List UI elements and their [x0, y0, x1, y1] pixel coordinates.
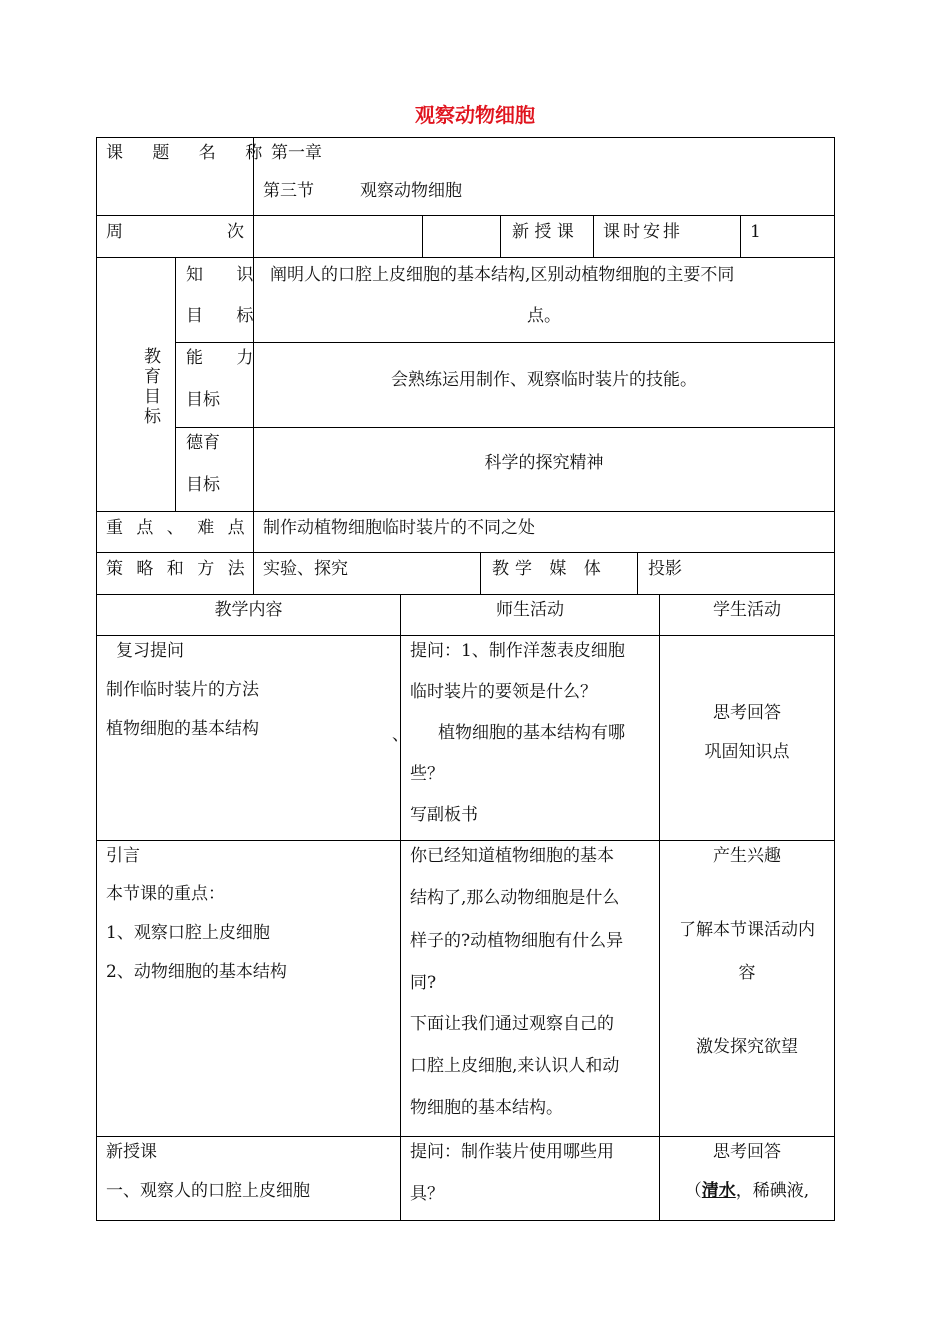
knowledge-label-1: 知 识	[186, 265, 268, 285]
lesson-type: 新 授 课	[512, 222, 574, 242]
row3-content-2: 一、观察人的口腔上皮细胞	[106, 1181, 310, 1201]
column-header-student: 学生活动	[713, 600, 781, 620]
row2-teacher-7: 物细胞的基本结构。	[410, 1098, 563, 1118]
row2-content-4: 2、动物细胞的基本结构	[106, 962, 287, 982]
row2-content-1: 引言	[106, 846, 140, 866]
course-chapter: 第一章	[271, 143, 322, 163]
row1-teacher-4: 些？	[410, 764, 444, 784]
ability-label-2: 目标	[186, 390, 220, 410]
row3-student-iodine: ，稀碘液,	[735, 1181, 810, 1201]
row2-teacher-4: 同?	[410, 973, 437, 993]
row2-student-1: 产生兴趣	[713, 846, 781, 866]
strategy-text: 实验、探究	[263, 559, 348, 579]
row1-student-2: 巩固知识点	[704, 742, 790, 762]
ability-text: 会熟练运用制作、观察临时装片的技能。	[391, 370, 697, 390]
row1-content-3: 植物细胞的基本结构	[106, 719, 259, 739]
row3-teacher-1: 提问：制作装片使用哪些用	[410, 1142, 614, 1162]
row2-content-2: 本节课的重点：	[106, 884, 225, 904]
objectives-group-label-2: 育	[144, 367, 161, 387]
row2-teacher-2: 结构了,那么动物细胞是什么	[410, 888, 620, 908]
row1-content-1: 复习提问	[116, 641, 184, 661]
ability-label-1: 能 力	[186, 348, 268, 368]
row3-teacher-2: 具？	[410, 1184, 444, 1204]
week-label-left: 周	[106, 222, 123, 242]
row2-teacher-3: 样子的?动植物细胞有什么异	[410, 931, 624, 951]
course-section: 第三节	[263, 181, 314, 201]
moral-label-2: 目标	[186, 475, 220, 495]
row1-mark: 、	[392, 725, 409, 745]
row3-content-1: 新授课	[106, 1142, 157, 1162]
row1-teacher-2: 临时装片的要领是什么？	[410, 682, 597, 702]
objectives-group-label-4: 标	[144, 407, 161, 427]
column-header-teacher: 师生活动	[496, 600, 564, 620]
row1-student-1: 思考回答	[713, 703, 781, 723]
row3-student-2	[660, 1181, 834, 1201]
media-label: 教学 媒 体	[492, 559, 607, 579]
key-points-text: 制作动植物细胞临时装片的不同之处	[263, 518, 535, 538]
knowledge-text-line1: 阐明人的口腔上皮细胞的基本结构,区别动植物细胞的主要不同	[270, 265, 735, 285]
row2-teacher-6: 口腔上皮细胞,来认识人和动	[410, 1056, 620, 1076]
row3-student-paren: （	[684, 1181, 702, 1201]
row2-student-4: 激发探究欲望	[696, 1037, 798, 1057]
media-value: 投影	[648, 559, 682, 579]
moral-label-1: 德育	[186, 433, 220, 453]
objectives-group-label-1: 教	[144, 347, 161, 367]
schedule-label: 课时安排	[603, 222, 683, 242]
week-label-right: 次	[227, 222, 244, 242]
row2-student-2: 了解本节课活动内	[679, 920, 815, 940]
row1-content-2: 制作临时装片的方法	[106, 680, 259, 700]
moral-text: 科学的探究精神	[484, 453, 604, 473]
row3-student-water: 清水	[701, 1181, 736, 1201]
column-header-content: 教学内容	[214, 600, 283, 620]
key-points-label: 重 点 、 难 点	[106, 518, 249, 538]
row2-content-3: 1、观察口腔上皮细胞	[106, 923, 270, 943]
knowledge-text-line2: 点。	[527, 306, 561, 326]
row2-teacher-1: 你已经知道植物细胞的基本	[410, 846, 614, 866]
row2-teacher-5: 下面让我们通过观察自己的	[410, 1014, 614, 1034]
row3-student-1: 思考回答	[713, 1142, 781, 1162]
row1-teacher-1: 提问：1、制作洋葱表皮细胞	[410, 641, 625, 661]
schedule-value: 1	[750, 222, 761, 242]
row1-teacher-5: 写副板书	[410, 805, 478, 825]
knowledge-label-2: 目 标	[186, 306, 268, 326]
course-label: 课 题 名 称	[106, 143, 275, 163]
row1-teacher-3: 植物细胞的基本结构有哪	[438, 723, 625, 743]
course-section-title: 观察动物细胞	[360, 181, 462, 201]
page-title: 观察动物细胞	[415, 103, 535, 127]
objectives-group-label-3: 目	[144, 387, 161, 407]
strategy-label: 策 略 和 方 法	[106, 559, 249, 579]
row2-student-3: 容	[738, 963, 756, 983]
